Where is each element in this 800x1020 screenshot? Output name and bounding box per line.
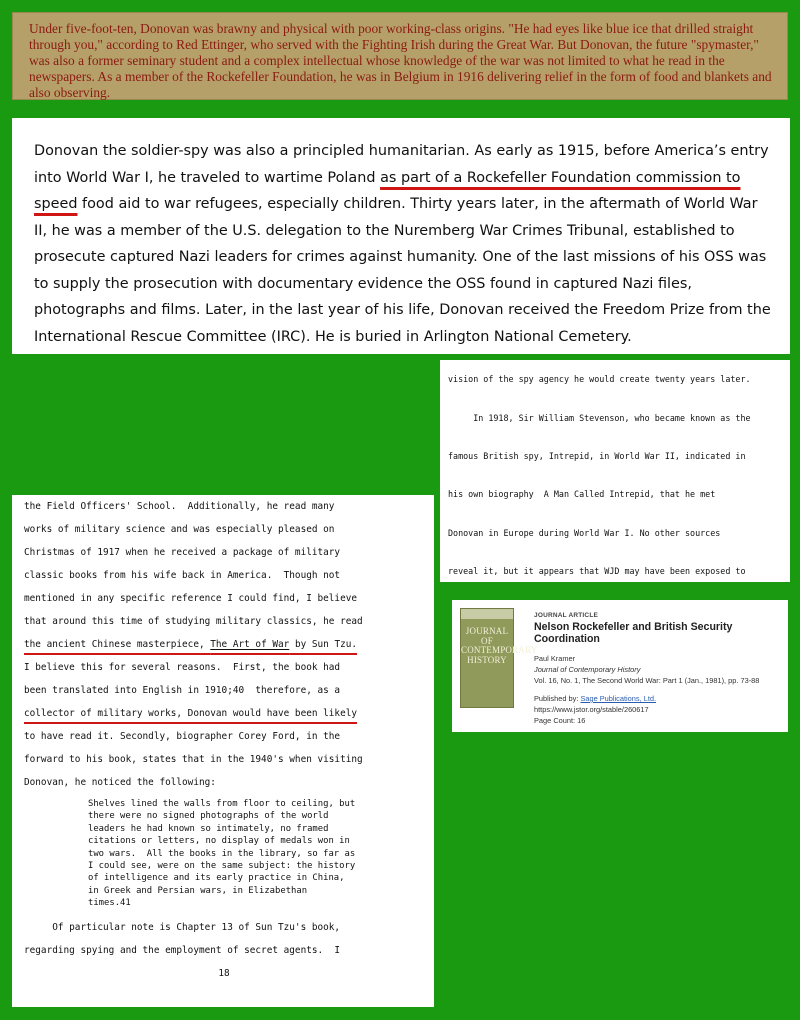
essay-underlined-part: collector of military works, Donovan would have been likely: [24, 708, 358, 719]
article-author: Paul Kramer: [534, 654, 576, 663]
essay-line: regarding spying and the employment of secret agents. I: [24, 944, 341, 956]
block-quote: Shelves lined the walls from floor to ceiling, but there were no signed photographs of the world leaders he had known so intimately, no framed citations or letters, no display of medals won in two wars. All the books in the library, so far as I could see, were on the same subject: the history of intelligence and its early practice in China, in Greek and Persian wars, in Elizabethan times.41: [88, 799, 356, 909]
excerpt-line: In 1918, Sir William Stevenson, who became known as the: [448, 412, 751, 423]
journal-cover-image: [460, 608, 538, 708]
cover-top-band: [461, 609, 513, 619]
essay-page: [12, 495, 434, 1007]
excerpt-line: vision of the spy agency he would create twenty years later.: [448, 374, 751, 385]
quote-text: Under five-foot-ten, Donovan was brawny and physical with poor working-class origins. "He had eyes like blue ice that drilled straight through you," according to Red Ettinger, who served with the Fighting Irish during the Great War. But Donovan, the future "spymaster," was also a former seminary student and a complex intellectual whose knowledge of the war was not limited to what he read in the newspapers. As a member of the Rockefeller Foundation, he was in Belgium in 1916 delivering relief in the form of food and blankets and also observing.: [29, 21, 772, 100]
publisher-link[interactable]: Sage Publications, Ltd.: [580, 694, 657, 703]
excerpt-line: Donovan in Europe during World War I. No other sources: [448, 527, 721, 538]
article-title[interactable]: Nelson Rockefeller and British Security Coordination: [534, 621, 733, 645]
journal-metadata: [534, 612, 782, 726]
essay-line: classic books from his wife back in America. Though not: [24, 570, 341, 581]
bio-paragraph-box: [12, 118, 790, 354]
essay-underlined-part: [24, 639, 357, 650]
article-type-label: JOURNAL ARTICLE: [534, 612, 599, 619]
essay-line: works of military science and was especially pleased on: [24, 524, 335, 535]
essay-line: mentioned in any specific reference I could find, I believe: [24, 593, 358, 604]
essay-line: forward to his book, states that in the 1940's when visiting: [24, 754, 363, 765]
essay-text: the ancient Chinese masterpiece,: [24, 639, 211, 650]
essay-line: Donovan, he noticed the following:: [24, 777, 216, 788]
essay-line: Christmas of 1917 when he received a package of military: [24, 547, 341, 558]
journal-article-card: [452, 600, 788, 732]
essay-line-underlined: [24, 633, 424, 656]
publisher-prefix: Published by:: [534, 694, 581, 703]
excerpt-line: famous British spy, Intrepid, in World War II, indicated in: [448, 451, 746, 462]
publisher-line: [534, 693, 782, 704]
essay-line: that around this time of studying military classics, he read: [24, 616, 363, 627]
bio-text-start: Donovan the soldier-spy was also a principled humanitarian. As early as 1915, before America’s entry into World War I, he traveled to wartime Poland: [34, 143, 769, 186]
article-url[interactable]: https://www.jstor.org/stable/260617: [534, 705, 649, 714]
quote-box: [12, 12, 788, 100]
cover-title: JOURNAL OF CONTEMPORARY HISTORY: [461, 626, 538, 665]
excerpt-line: his own biography A Man Called Intrepid, that he met: [448, 489, 716, 500]
journal-name: Journal of Contemporary History: [534, 665, 641, 674]
essay-text: by Sun Tzu.: [289, 639, 358, 650]
essay-line: been translated into English in 1910;40 therefore, as a: [24, 685, 341, 696]
essay-line: I believe this for several reasons. First, the book had: [24, 662, 341, 673]
excerpt-line: reveal it, but it appears that WJD may have been exposed to: [448, 566, 746, 577]
essay-line: to have read it. Secondly, biographer Corey Ford, in the: [24, 731, 341, 742]
bio-highlighted-phrase: as part of a Rockefeller Foundation commission to speed: [34, 169, 741, 212]
bio-text-end: food aid to war refugees, especially children. Thirty years later, in the aftermath of World War II, he was a member of the U.S. delegation to the Nuremberg War Crimes Tribunal, established to prosecute captured Nazi leaders for crimes against humanity. One of the last missions of his OSS was to supply the prosecution with documentary evidence the OSS found in captured Nazi files, photographs and films. Later, in the last year of his life, Donovan received the Freedom Prize from the International Rescue Committee (IRC). He is buried in Arlington National Cemetery.: [34, 196, 771, 345]
essay-line: the Field Officers' School. Additionally, he read many: [24, 501, 335, 512]
article-volume: Vol. 16, No. 1, The Second World War: Part 1 (Jan., 1981), pp. 73-88: [534, 676, 760, 685]
essay-line-underlined: [24, 702, 424, 725]
essay-line: Of particular note is Chapter 13 of Sun Tzu's book,: [24, 921, 341, 933]
book-title: The Art of War: [210, 639, 290, 650]
page-count: Page Count: 16: [534, 716, 586, 725]
stevenson-excerpt: [440, 360, 790, 582]
page-number: 18: [218, 967, 230, 979]
